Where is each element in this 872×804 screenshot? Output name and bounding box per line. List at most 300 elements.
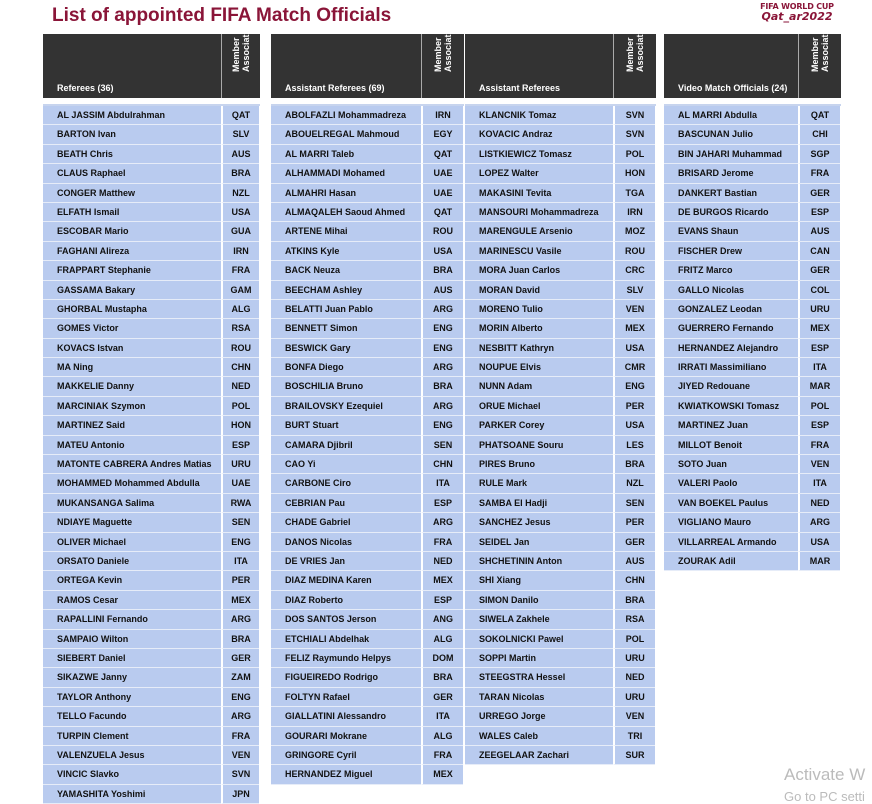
official-name: ALHAMMADI Mohamed (271, 164, 421, 183)
member-association-code: USA (613, 339, 655, 358)
member-association-code: USA (421, 242, 463, 261)
table-row (465, 474, 656, 493)
official-name: HERNANDEZ Alejandro (664, 339, 798, 358)
official-name: RAMOS Cesar (43, 591, 221, 610)
table-row (43, 184, 260, 203)
table-row (271, 339, 464, 358)
member-association-label: Member Association (810, 20, 830, 72)
member-association-code: URU (221, 455, 259, 474)
table-row (43, 436, 260, 455)
official-name: NOUPUE Elvis (465, 358, 613, 377)
official-name: MATEU Antonio (43, 436, 221, 455)
official-name: FOLTYN Rafael (271, 688, 421, 707)
official-name: HERNANDEZ Miguel (271, 765, 421, 784)
official-name: MARINESCU Vasile (465, 242, 613, 261)
table-row (271, 222, 464, 241)
table-row (465, 145, 656, 164)
table-row (664, 164, 841, 183)
official-name: SIEBERT Daniel (43, 649, 221, 668)
officials-table-1 (43, 20, 260, 804)
member-association-code: DOM (421, 649, 463, 668)
member-association-code: GER (613, 533, 655, 552)
member-association-code: PER (613, 513, 655, 532)
table-row (465, 494, 656, 513)
table-row (43, 610, 260, 629)
member-association-code: GER (221, 649, 259, 668)
official-name: SHI Xiang (465, 571, 613, 590)
member-association-code: ARG (421, 300, 463, 319)
table-row (664, 222, 841, 241)
official-name: PARKER Corey (465, 416, 613, 435)
official-name: LOPEZ Walter (465, 164, 613, 183)
official-name: ZEEGELAAR Zachari (465, 746, 613, 765)
official-name: YAMASHITA Yoshimi (43, 785, 221, 804)
member-association-code: VEN (613, 707, 655, 726)
table-row (271, 649, 464, 668)
member-association-label: Member Association (625, 20, 645, 72)
official-name: MORA Juan Carlos (465, 261, 613, 280)
table-row (271, 281, 464, 300)
member-association-code: ITA (221, 552, 259, 571)
member-association-code: CHN (421, 455, 463, 474)
column-header-name (664, 34, 798, 98)
table-row (43, 513, 260, 532)
table-row (43, 668, 260, 687)
official-name: KOVACS Istvan (43, 339, 221, 358)
table-row (664, 455, 841, 474)
official-name: SAMBA El Hadji (465, 494, 613, 513)
official-name: CAO Yi (271, 455, 421, 474)
member-association-code: ROU (613, 242, 655, 261)
member-association-code: BRA (421, 261, 463, 280)
table-row (271, 727, 464, 746)
table-row (271, 358, 464, 377)
official-name: VALENZUELA Jesus (43, 746, 221, 765)
table-row (465, 630, 656, 649)
column-header-member-association (798, 20, 841, 98)
table-row (664, 125, 841, 144)
member-association-code: USA (221, 203, 259, 222)
official-name: ABOLFAZLI Mohammadreza (271, 106, 421, 125)
official-name: ARTENE Mihai (271, 222, 421, 241)
member-association-code: AUS (798, 222, 840, 241)
table-row (271, 125, 464, 144)
official-name: AL MARRI Abdulla (664, 106, 798, 125)
table-row (43, 145, 260, 164)
official-name: TELLO Facundo (43, 707, 221, 726)
member-association-code: VEN (798, 455, 840, 474)
table-row (271, 261, 464, 280)
member-association-code: SVN (221, 765, 259, 784)
member-association-code: FRA (421, 533, 463, 552)
member-association-code: ROU (421, 222, 463, 241)
member-association-code: CMR (613, 358, 655, 377)
official-name: RULE Mark (465, 474, 613, 493)
table-row (465, 591, 656, 610)
member-association-code: TGA (613, 184, 655, 203)
table-row (465, 397, 656, 416)
member-association-code: MEX (613, 319, 655, 338)
official-name: DOS SANTOS Jerson (271, 610, 421, 629)
table-row (465, 436, 656, 455)
official-name: GOMES Victor (43, 319, 221, 338)
official-name: IRRATI Massimiliano (664, 358, 798, 377)
member-association-code: MAR (798, 552, 840, 571)
member-association-code: BRA (221, 630, 259, 649)
member-association-code: TRI (613, 727, 655, 746)
table-row (271, 668, 464, 687)
table-row (271, 591, 464, 610)
member-association-code: MEX (421, 571, 463, 590)
table-row (43, 552, 260, 571)
official-name: GASSAMA Bakary (43, 281, 221, 300)
member-association-code: MEX (221, 591, 259, 610)
official-name: FRITZ Marco (664, 261, 798, 280)
member-association-code: CHN (221, 358, 259, 377)
table-row (271, 184, 464, 203)
official-name: SHCHETININ Anton (465, 552, 613, 571)
official-name: FRAPPART Stephanie (43, 261, 221, 280)
column-header-label: Referees (36) (57, 83, 114, 93)
member-association-code: URU (613, 688, 655, 707)
table-row (465, 727, 656, 746)
table-row (465, 319, 656, 338)
member-association-code: FRA (221, 727, 259, 746)
official-name: NUNN Adam (465, 377, 613, 396)
official-name: BRAILOVSKY Ezequiel (271, 397, 421, 416)
column-header-label: Video Match Officials (24) (678, 83, 788, 93)
table-row (271, 377, 464, 396)
table-row (465, 261, 656, 280)
table-row (465, 707, 656, 726)
table-row (43, 765, 260, 784)
official-name: GALLO Nicolas (664, 281, 798, 300)
official-name: TARAN Nicolas (465, 688, 613, 707)
column-header-member-association (613, 20, 656, 98)
official-name: DANOS Nicolas (271, 533, 421, 552)
table-row (664, 203, 841, 222)
table-body (43, 104, 260, 804)
member-association-code: ENG (421, 319, 463, 338)
official-name: BEECHAM Ashley (271, 281, 421, 300)
table-row (271, 319, 464, 338)
officials-table-4 (664, 20, 841, 571)
member-association-code: ITA (421, 707, 463, 726)
member-association-code: GER (421, 688, 463, 707)
table-row (664, 416, 841, 435)
official-name: RAPALLINI Fernando (43, 610, 221, 629)
member-association-code: NED (798, 494, 840, 513)
official-name: CEBRIAN Pau (271, 494, 421, 513)
table-row (465, 184, 656, 203)
table-row (465, 125, 656, 144)
member-association-code: FRA (221, 261, 259, 280)
member-association-code: PER (221, 571, 259, 590)
official-name: SIMON Danilo (465, 591, 613, 610)
official-name: DIAZ Roberto (271, 591, 421, 610)
table-row (43, 125, 260, 144)
table-row (271, 416, 464, 435)
official-name: MORIN Alberto (465, 319, 613, 338)
official-name: DE BURGOS Ricardo (664, 203, 798, 222)
official-name: ESCOBAR Mario (43, 222, 221, 241)
official-name: MOHAMMED Mohammed Abdulla (43, 474, 221, 493)
table-header (271, 20, 464, 98)
member-association-code: URU (613, 649, 655, 668)
member-association-code: ARG (421, 513, 463, 532)
member-association-code: ESP (798, 203, 840, 222)
member-association-code: CAN (798, 242, 840, 261)
activate-windows-subtext: Go to PC setti (784, 789, 865, 804)
official-name: SOPPI Martin (465, 649, 613, 668)
table-row (271, 300, 464, 319)
column-header-member-association (421, 20, 464, 98)
official-name: MORENO Tulio (465, 300, 613, 319)
member-association-code: POL (613, 145, 655, 164)
member-association-code: GER (798, 184, 840, 203)
official-name: BOSCHILIA Bruno (271, 377, 421, 396)
member-association-code: RSA (613, 610, 655, 629)
official-name: ORUE Michael (465, 397, 613, 416)
table-body (271, 104, 464, 785)
table-row (465, 552, 656, 571)
table-row (465, 513, 656, 532)
official-name: STEEGSTRA Hessel (465, 668, 613, 687)
table-row (465, 610, 656, 629)
table-row (465, 455, 656, 474)
member-association-code: BRA (421, 668, 463, 687)
official-name: ORTEGA Kevin (43, 571, 221, 590)
table-row (664, 339, 841, 358)
official-name: FAGHANI Alireza (43, 242, 221, 261)
table-row (43, 785, 260, 804)
table-row (271, 203, 464, 222)
official-name: ALMAHRI Hasan (271, 184, 421, 203)
member-association-code: ESP (421, 591, 463, 610)
member-association-code: UAE (421, 184, 463, 203)
member-association-code: ENG (221, 533, 259, 552)
official-name: BARTON Ivan (43, 125, 221, 144)
activate-windows-watermark: Activate W (784, 765, 866, 784)
table-row (664, 300, 841, 319)
official-name: URREGO Jorge (465, 707, 613, 726)
table-row (664, 242, 841, 261)
member-association-code: ENG (421, 339, 463, 358)
table-row (465, 203, 656, 222)
member-association-code: ENG (613, 377, 655, 396)
official-name: BASCUNAN Julio (664, 125, 798, 144)
official-name: SANCHEZ Jesus (465, 513, 613, 532)
member-association-code: JPN (221, 785, 259, 804)
page-title: List of appointed FIFA Match Officials (52, 5, 392, 26)
official-name: BELATTI Juan Pablo (271, 300, 421, 319)
member-association-code: IRN (421, 106, 463, 125)
table-row (43, 106, 260, 125)
member-association-code: CHI (798, 125, 840, 144)
table-row (271, 164, 464, 183)
member-association-code: ESP (221, 436, 259, 455)
table-row (43, 649, 260, 668)
member-association-code: GUA (221, 222, 259, 241)
member-association-code: IRN (613, 203, 655, 222)
table-row (43, 688, 260, 707)
member-association-code: SLV (221, 125, 259, 144)
table-row (271, 513, 464, 532)
table-row (664, 184, 841, 203)
table-body (664, 104, 841, 571)
table-row (664, 552, 841, 571)
official-name: PHATSOANE Souru (465, 436, 613, 455)
member-association-label: Member Association (231, 20, 251, 72)
official-name: ABOUELREGAL Mahmoud (271, 125, 421, 144)
table-row (271, 494, 464, 513)
table-row (465, 300, 656, 319)
official-name: VALERI Paolo (664, 474, 798, 493)
official-name: SOKOLNICKI Pawel (465, 630, 613, 649)
official-name: MORAN David (465, 281, 613, 300)
member-association-code: ENG (421, 416, 463, 435)
official-name: SEIDEL Jan (465, 533, 613, 552)
official-name: DIAZ MEDINA Karen (271, 571, 421, 590)
table-row (465, 242, 656, 261)
member-association-code: ARG (798, 513, 840, 532)
table-row (664, 319, 841, 338)
table-row (465, 688, 656, 707)
table-row (465, 358, 656, 377)
official-name: KWIATKOWSKI Tomasz (664, 397, 798, 416)
official-name: AL JASSIM Abdulrahman (43, 106, 221, 125)
official-name: FIGUEIREDO Rodrigo (271, 668, 421, 687)
column-header-name (465, 34, 613, 98)
official-name: SIKAZWE Janny (43, 668, 221, 687)
member-association-label: Member Association (433, 20, 453, 72)
official-name: CLAUS Raphael (43, 164, 221, 183)
member-association-code: GER (798, 261, 840, 280)
member-association-code: NZL (221, 184, 259, 203)
table-row (271, 765, 464, 784)
member-association-code: USA (798, 533, 840, 552)
official-name: MANSOURI Mohammadreza (465, 203, 613, 222)
official-name: DANKERT Bastian (664, 184, 798, 203)
official-name: MARTINEZ Juan (664, 416, 798, 435)
table-row (43, 261, 260, 280)
official-name: VILLARREAL Armando (664, 533, 798, 552)
column-header-name (43, 34, 221, 98)
table-body (465, 104, 656, 765)
officials-table-2 (271, 20, 464, 785)
official-name: BIN JAHARI Muhammad (664, 145, 798, 164)
member-association-code: ARG (421, 358, 463, 377)
member-association-code: URU (798, 300, 840, 319)
table-row (271, 533, 464, 552)
member-association-code: ALG (421, 727, 463, 746)
table-row (43, 203, 260, 222)
table-row (271, 707, 464, 726)
table-header (465, 20, 656, 98)
member-association-code: BRA (613, 591, 655, 610)
member-association-code: USA (613, 416, 655, 435)
official-name: MARENGULE Arsenio (465, 222, 613, 241)
member-association-code: AUS (613, 552, 655, 571)
member-association-code: NED (421, 552, 463, 571)
table-row (271, 436, 464, 455)
official-name: GOURARI Mokrane (271, 727, 421, 746)
table-row (43, 339, 260, 358)
member-association-code: FRA (798, 436, 840, 455)
table-row (465, 571, 656, 590)
official-name: ORSATO Daniele (43, 552, 221, 571)
table-row (43, 281, 260, 300)
official-name: VINCIC Slavko (43, 765, 221, 784)
table-row (271, 242, 464, 261)
official-name: ZOURAK Adil (664, 552, 798, 571)
table-row (43, 533, 260, 552)
member-association-code: QAT (798, 106, 840, 125)
member-association-code: PER (613, 397, 655, 416)
official-name: BURT Stuart (271, 416, 421, 435)
member-association-code: LES (613, 436, 655, 455)
table-header (43, 20, 260, 98)
table-row (465, 222, 656, 241)
member-association-code: MEX (421, 765, 463, 784)
official-name: BEATH Chris (43, 145, 221, 164)
member-association-code: NZL (613, 474, 655, 493)
table-row (664, 106, 841, 125)
member-association-code: ROU (221, 339, 259, 358)
member-association-code: BRA (221, 164, 259, 183)
table-row (43, 474, 260, 493)
official-name: MUKANSANGA Salima (43, 494, 221, 513)
officials-table-3 (465, 20, 656, 765)
official-name: BONFA Diego (271, 358, 421, 377)
member-association-code: ARG (221, 707, 259, 726)
member-association-code: UAE (221, 474, 259, 493)
table-row (271, 474, 464, 493)
table-row (43, 397, 260, 416)
table-row (43, 571, 260, 590)
member-association-code: BRA (421, 377, 463, 396)
official-name: CHADE Gabriel (271, 513, 421, 532)
member-association-code: CHN (613, 571, 655, 590)
table-row (43, 591, 260, 610)
table-header (664, 20, 841, 98)
table-row (271, 552, 464, 571)
member-association-code: COL (798, 281, 840, 300)
official-name: FELIZ Raymundo Helpys (271, 649, 421, 668)
table-row (271, 145, 464, 164)
table-row (43, 455, 260, 474)
member-association-code: POL (613, 630, 655, 649)
table-row (271, 397, 464, 416)
table-row (465, 281, 656, 300)
table-row (43, 494, 260, 513)
table-row (664, 533, 841, 552)
table-row (43, 727, 260, 746)
official-name: GUERRERO Fernando (664, 319, 798, 338)
table-row (465, 746, 656, 765)
member-association-code: MAR (798, 377, 840, 396)
official-name: MARCINIAK Szymon (43, 397, 221, 416)
member-association-code: VEN (221, 746, 259, 765)
member-association-code: AUS (421, 281, 463, 300)
member-association-code: SEN (613, 494, 655, 513)
member-association-code: ALG (221, 300, 259, 319)
table-row (271, 610, 464, 629)
member-association-code: POL (221, 397, 259, 416)
official-name: MAKKELIE Danny (43, 377, 221, 396)
table-row (43, 630, 260, 649)
table-row (271, 630, 464, 649)
